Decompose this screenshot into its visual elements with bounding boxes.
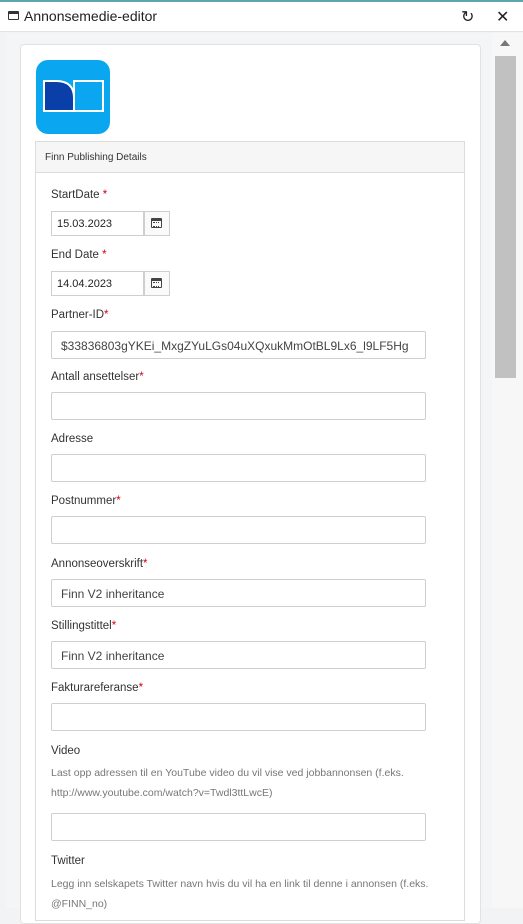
video-help-text: Last opp adressen til en YouTube video du vil vise ved jobbannonsen (f.eks. http://www.youtube.com/watch?v=Twdl3ttLwcE)	[51, 767, 404, 799]
partner-id-label: Partner-ID*	[51, 309, 109, 321]
postal-code-input[interactable]	[51, 516, 426, 544]
address-input[interactable]	[51, 454, 426, 482]
employees-label: Antall ansettelser*	[51, 371, 144, 383]
end-date-calendar-button[interactable]	[144, 271, 170, 296]
start-date-input[interactable]: 15.03.2023	[51, 211, 144, 236]
window-title: Annonsemedie-editor	[24, 8, 158, 24]
refresh-icon[interactable]: ↻	[461, 9, 475, 26]
calendar-icon	[151, 218, 162, 228]
end-date-input[interactable]: 14.04.2023	[51, 271, 144, 296]
panel-header	[35, 141, 465, 173]
end-date-label: End Date *	[51, 249, 107, 261]
scrollbar-thumb[interactable]	[495, 56, 516, 378]
job-title-input[interactable]: Finn V2 inheritance	[51, 641, 426, 669]
close-icon[interactable]: ✕	[496, 9, 510, 26]
job-title-label: Stillingstittel*	[51, 620, 117, 632]
employees-input[interactable]	[51, 392, 426, 420]
headline-input[interactable]: Finn V2 inheritance	[51, 579, 426, 607]
invoice-ref-input[interactable]	[51, 703, 426, 731]
invoice-ref-label: Fakturareferanse*	[51, 682, 144, 694]
calendar-icon	[151, 278, 162, 288]
address-label: Adresse	[51, 433, 94, 445]
video-input[interactable]	[51, 813, 426, 841]
window-icon	[8, 11, 19, 20]
start-date-calendar-button[interactable]	[144, 211, 170, 236]
scroll-up-arrow-icon[interactable]	[500, 40, 510, 46]
twitter-label: Twitter	[51, 855, 85, 867]
postal-code-label: Postnummer*	[51, 495, 121, 507]
panel-title: Finn Publishing Details	[45, 152, 147, 163]
window-titlebar	[0, 0, 523, 32]
video-label: Video	[51, 745, 81, 757]
publisher-logo	[36, 60, 110, 134]
headline-label: Annonseoverskrift*	[51, 558, 148, 570]
start-date-label: StartDate *	[51, 189, 108, 201]
publisher-logo-icon	[36, 60, 110, 134]
partner-id-input[interactable]: $33836803gYKEi_MxgZYuLGs04uXQxukMmOtBL9Lx6_l9LF5Hg	[51, 331, 426, 359]
twitter-help-text: Legg inn selskapets Twitter navn hvis du vil ha en link til denne i annonsen (f.eks. @FINN_no)	[51, 878, 429, 910]
